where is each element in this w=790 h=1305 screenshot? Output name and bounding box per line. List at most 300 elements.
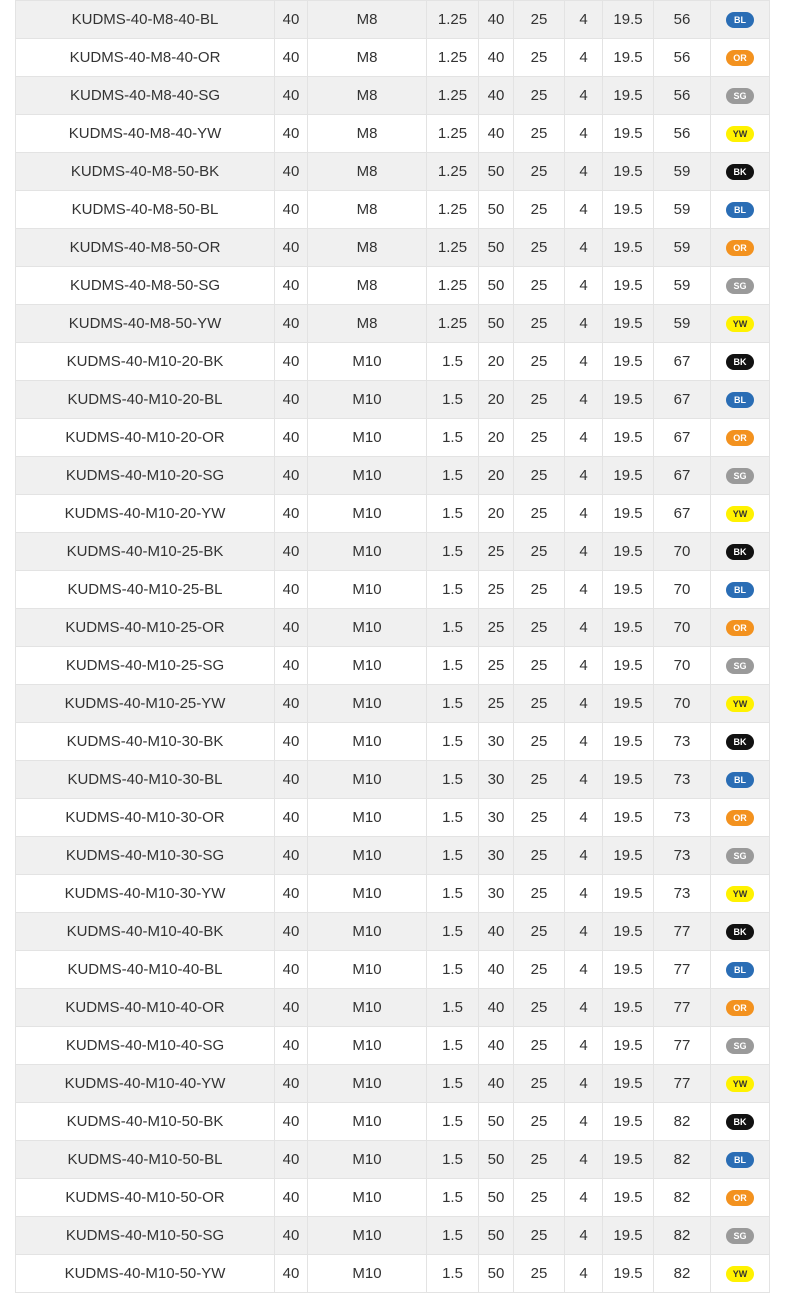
dimension-cell: 70 bbox=[654, 647, 711, 685]
length-cell: 25 bbox=[479, 647, 514, 685]
dimension-cell: 4 bbox=[565, 343, 603, 381]
table-row bbox=[16, 723, 770, 761]
table-row bbox=[16, 495, 770, 533]
length-cell: 25 bbox=[479, 571, 514, 609]
dimension-cell: 59 bbox=[654, 267, 711, 305]
dimension-cell: 59 bbox=[654, 191, 711, 229]
pitch-cell: 1.5 bbox=[427, 1255, 479, 1293]
table-row bbox=[16, 533, 770, 571]
dimension-cell: 25 bbox=[514, 609, 565, 647]
color-cell bbox=[711, 989, 770, 1027]
table-row bbox=[16, 1179, 770, 1217]
length-cell: 20 bbox=[479, 457, 514, 495]
part-number-cell: KUDMS-40-M8-40-BL bbox=[16, 1, 275, 39]
color-cell bbox=[711, 951, 770, 989]
dimension-cell: 19.5 bbox=[603, 305, 654, 343]
color-badge: SG bbox=[726, 88, 754, 104]
table-row bbox=[16, 39, 770, 77]
table-row bbox=[16, 1, 770, 39]
dimension-cell: 25 bbox=[514, 571, 565, 609]
thread-cell: M10 bbox=[308, 419, 427, 457]
dimension-cell: 19.5 bbox=[603, 419, 654, 457]
dimension-cell: 4 bbox=[565, 191, 603, 229]
pitch-cell: 1.25 bbox=[427, 267, 479, 305]
color-badge: SG bbox=[726, 1038, 754, 1054]
table-row bbox=[16, 875, 770, 913]
thread-cell: M10 bbox=[308, 685, 427, 723]
table-row bbox=[16, 1065, 770, 1103]
dimension-cell: 19.5 bbox=[603, 495, 654, 533]
dimension-cell: 67 bbox=[654, 495, 711, 533]
dimension-cell: 77 bbox=[654, 1065, 711, 1103]
color-badge: BK bbox=[726, 924, 754, 940]
thread-cell: M10 bbox=[308, 761, 427, 799]
dimension-cell: 19.5 bbox=[603, 723, 654, 761]
dimension-cell: 19.5 bbox=[603, 1027, 654, 1065]
color-badge: SG bbox=[726, 468, 754, 484]
color-cell bbox=[711, 153, 770, 191]
dimension-cell: 56 bbox=[654, 77, 711, 115]
dimension-cell: 70 bbox=[654, 533, 711, 571]
dimension-cell: 19.5 bbox=[603, 77, 654, 115]
color-badge: YW bbox=[726, 506, 754, 522]
dimension-cell: 19.5 bbox=[603, 267, 654, 305]
dimension-cell: 73 bbox=[654, 761, 711, 799]
pitch-cell: 1.5 bbox=[427, 647, 479, 685]
thread-cell: M10 bbox=[308, 609, 427, 647]
table-row bbox=[16, 419, 770, 457]
table-row bbox=[16, 267, 770, 305]
color-badge: OR bbox=[726, 810, 754, 826]
table-row bbox=[16, 837, 770, 875]
dimension-cell: 19.5 bbox=[603, 1141, 654, 1179]
pitch-cell: 1.5 bbox=[427, 1217, 479, 1255]
table-row bbox=[16, 609, 770, 647]
dimension-cell: 25 bbox=[514, 761, 565, 799]
part-number-cell: KUDMS-40-M10-30-YW bbox=[16, 875, 275, 913]
color-badge: OR bbox=[726, 240, 754, 256]
dimension-cell: 25 bbox=[514, 153, 565, 191]
color-badge: OR bbox=[726, 50, 754, 66]
dimension-cell: 70 bbox=[654, 609, 711, 647]
dimension-cell: 25 bbox=[514, 115, 565, 153]
table-row bbox=[16, 1217, 770, 1255]
pitch-cell: 1.5 bbox=[427, 951, 479, 989]
color-cell bbox=[711, 685, 770, 723]
pitch-cell: 1.5 bbox=[427, 799, 479, 837]
color-cell bbox=[711, 799, 770, 837]
pitch-cell: 1.5 bbox=[427, 761, 479, 799]
color-cell bbox=[711, 191, 770, 229]
dimension-cell: 25 bbox=[514, 1141, 565, 1179]
pitch-cell: 1.5 bbox=[427, 989, 479, 1027]
length-cell: 30 bbox=[479, 875, 514, 913]
color-badge: BL bbox=[726, 12, 754, 28]
dimension-cell: 4 bbox=[565, 1141, 603, 1179]
length-cell: 40 bbox=[479, 1027, 514, 1065]
size-cell: 40 bbox=[275, 761, 308, 799]
dimension-cell: 19.5 bbox=[603, 761, 654, 799]
size-cell: 40 bbox=[275, 1027, 308, 1065]
size-cell: 40 bbox=[275, 1103, 308, 1141]
part-number-cell: KUDMS-40-M10-40-OR bbox=[16, 989, 275, 1027]
color-badge: BL bbox=[726, 1152, 754, 1168]
product-spec-table-container bbox=[15, 0, 769, 1293]
length-cell: 40 bbox=[479, 77, 514, 115]
length-cell: 50 bbox=[479, 229, 514, 267]
pitch-cell: 1.25 bbox=[427, 191, 479, 229]
dimension-cell: 70 bbox=[654, 571, 711, 609]
dimension-cell: 82 bbox=[654, 1255, 711, 1293]
color-cell bbox=[711, 609, 770, 647]
length-cell: 25 bbox=[479, 685, 514, 723]
table-row bbox=[16, 685, 770, 723]
thread-cell: M10 bbox=[308, 457, 427, 495]
length-cell: 40 bbox=[479, 1, 514, 39]
size-cell: 40 bbox=[275, 77, 308, 115]
pitch-cell: 1.5 bbox=[427, 343, 479, 381]
length-cell: 50 bbox=[479, 1217, 514, 1255]
table-row bbox=[16, 381, 770, 419]
dimension-cell: 25 bbox=[514, 77, 565, 115]
part-number-cell: KUDMS-40-M10-40-BK bbox=[16, 913, 275, 951]
size-cell: 40 bbox=[275, 267, 308, 305]
table-row bbox=[16, 1141, 770, 1179]
color-badge: YW bbox=[726, 886, 754, 902]
length-cell: 25 bbox=[479, 609, 514, 647]
color-badge: YW bbox=[726, 126, 754, 142]
length-cell: 50 bbox=[479, 1179, 514, 1217]
pitch-cell: 1.5 bbox=[427, 837, 479, 875]
size-cell: 40 bbox=[275, 533, 308, 571]
color-badge: YW bbox=[726, 1266, 754, 1282]
size-cell: 40 bbox=[275, 609, 308, 647]
dimension-cell: 25 bbox=[514, 685, 565, 723]
table-row bbox=[16, 571, 770, 609]
dimension-cell: 4 bbox=[565, 685, 603, 723]
size-cell: 40 bbox=[275, 571, 308, 609]
size-cell: 40 bbox=[275, 495, 308, 533]
dimension-cell: 25 bbox=[514, 495, 565, 533]
dimension-cell: 19.5 bbox=[603, 191, 654, 229]
thread-cell: M10 bbox=[308, 381, 427, 419]
dimension-cell: 67 bbox=[654, 457, 711, 495]
color-cell bbox=[711, 1179, 770, 1217]
pitch-cell: 1.25 bbox=[427, 305, 479, 343]
length-cell: 30 bbox=[479, 837, 514, 875]
table-row bbox=[16, 1103, 770, 1141]
thread-cell: M10 bbox=[308, 1103, 427, 1141]
part-number-cell: KUDMS-40-M10-30-BL bbox=[16, 761, 275, 799]
size-cell: 40 bbox=[275, 1, 308, 39]
size-cell: 40 bbox=[275, 39, 308, 77]
table-row bbox=[16, 989, 770, 1027]
thread-cell: M10 bbox=[308, 343, 427, 381]
dimension-cell: 25 bbox=[514, 1179, 565, 1217]
pitch-cell: 1.5 bbox=[427, 1027, 479, 1065]
length-cell: 40 bbox=[479, 1065, 514, 1103]
table-row bbox=[16, 305, 770, 343]
dimension-cell: 25 bbox=[514, 1103, 565, 1141]
length-cell: 20 bbox=[479, 343, 514, 381]
pitch-cell: 1.5 bbox=[427, 381, 479, 419]
dimension-cell: 19.5 bbox=[603, 913, 654, 951]
dimension-cell: 19.5 bbox=[603, 153, 654, 191]
part-number-cell: KUDMS-40-M10-50-BL bbox=[16, 1141, 275, 1179]
size-cell: 40 bbox=[275, 913, 308, 951]
table-row bbox=[16, 647, 770, 685]
size-cell: 40 bbox=[275, 875, 308, 913]
size-cell: 40 bbox=[275, 723, 308, 761]
dimension-cell: 4 bbox=[565, 761, 603, 799]
length-cell: 50 bbox=[479, 1141, 514, 1179]
length-cell: 40 bbox=[479, 951, 514, 989]
thread-cell: M10 bbox=[308, 1065, 427, 1103]
dimension-cell: 4 bbox=[565, 1255, 603, 1293]
color-badge: SG bbox=[726, 278, 754, 294]
color-badge: OR bbox=[726, 1190, 754, 1206]
dimension-cell: 19.5 bbox=[603, 837, 654, 875]
dimension-cell: 19.5 bbox=[603, 799, 654, 837]
pitch-cell: 1.25 bbox=[427, 115, 479, 153]
color-badge: BK bbox=[726, 1114, 754, 1130]
dimension-cell: 25 bbox=[514, 457, 565, 495]
length-cell: 20 bbox=[479, 495, 514, 533]
dimension-cell: 77 bbox=[654, 951, 711, 989]
dimension-cell: 4 bbox=[565, 837, 603, 875]
length-cell: 50 bbox=[479, 305, 514, 343]
color-cell bbox=[711, 1065, 770, 1103]
dimension-cell: 19.5 bbox=[603, 457, 654, 495]
dimension-cell: 19.5 bbox=[603, 1255, 654, 1293]
dimension-cell: 4 bbox=[565, 77, 603, 115]
color-cell bbox=[711, 647, 770, 685]
thread-cell: M10 bbox=[308, 1179, 427, 1217]
size-cell: 40 bbox=[275, 647, 308, 685]
dimension-cell: 4 bbox=[565, 1027, 603, 1065]
part-number-cell: KUDMS-40-M10-25-YW bbox=[16, 685, 275, 723]
color-cell bbox=[711, 913, 770, 951]
thread-cell: M8 bbox=[308, 1, 427, 39]
part-number-cell: KUDMS-40-M10-50-SG bbox=[16, 1217, 275, 1255]
color-cell bbox=[711, 39, 770, 77]
color-cell bbox=[711, 495, 770, 533]
dimension-cell: 25 bbox=[514, 913, 565, 951]
color-badge: OR bbox=[726, 1000, 754, 1016]
color-cell bbox=[711, 77, 770, 115]
color-cell bbox=[711, 723, 770, 761]
color-cell bbox=[711, 267, 770, 305]
color-badge: BK bbox=[726, 354, 754, 370]
dimension-cell: 77 bbox=[654, 989, 711, 1027]
color-badge: BL bbox=[726, 962, 754, 978]
length-cell: 50 bbox=[479, 1103, 514, 1141]
thread-cell: M10 bbox=[308, 875, 427, 913]
pitch-cell: 1.5 bbox=[427, 571, 479, 609]
dimension-cell: 25 bbox=[514, 533, 565, 571]
part-number-cell: KUDMS-40-M10-40-BL bbox=[16, 951, 275, 989]
thread-cell: M10 bbox=[308, 837, 427, 875]
color-cell bbox=[711, 533, 770, 571]
part-number-cell: KUDMS-40-M10-50-YW bbox=[16, 1255, 275, 1293]
thread-cell: M10 bbox=[308, 799, 427, 837]
dimension-cell: 82 bbox=[654, 1103, 711, 1141]
dimension-cell: 25 bbox=[514, 305, 565, 343]
color-badge: BL bbox=[726, 392, 754, 408]
dimension-cell: 25 bbox=[514, 191, 565, 229]
table-row bbox=[16, 761, 770, 799]
part-number-cell: KUDMS-40-M10-25-BL bbox=[16, 571, 275, 609]
pitch-cell: 1.25 bbox=[427, 1, 479, 39]
dimension-cell: 25 bbox=[514, 1027, 565, 1065]
color-cell bbox=[711, 381, 770, 419]
color-cell bbox=[711, 761, 770, 799]
dimension-cell: 59 bbox=[654, 305, 711, 343]
color-badge: SG bbox=[726, 1228, 754, 1244]
part-number-cell: KUDMS-40-M10-40-YW bbox=[16, 1065, 275, 1103]
thread-cell: M10 bbox=[308, 1141, 427, 1179]
length-cell: 50 bbox=[479, 191, 514, 229]
size-cell: 40 bbox=[275, 799, 308, 837]
dimension-cell: 19.5 bbox=[603, 1, 654, 39]
table-row bbox=[16, 913, 770, 951]
dimension-cell: 59 bbox=[654, 229, 711, 267]
dimension-cell: 4 bbox=[565, 153, 603, 191]
dimension-cell: 25 bbox=[514, 723, 565, 761]
dimension-cell: 19.5 bbox=[603, 647, 654, 685]
part-number-cell: KUDMS-40-M8-50-YW bbox=[16, 305, 275, 343]
dimension-cell: 19.5 bbox=[603, 343, 654, 381]
thread-cell: M10 bbox=[308, 495, 427, 533]
color-cell bbox=[711, 571, 770, 609]
length-cell: 30 bbox=[479, 761, 514, 799]
table-row bbox=[16, 191, 770, 229]
thread-cell: M8 bbox=[308, 39, 427, 77]
length-cell: 40 bbox=[479, 39, 514, 77]
dimension-cell: 4 bbox=[565, 571, 603, 609]
dimension-cell: 25 bbox=[514, 799, 565, 837]
dimension-cell: 19.5 bbox=[603, 115, 654, 153]
dimension-cell: 67 bbox=[654, 343, 711, 381]
part-number-cell: KUDMS-40-M10-30-SG bbox=[16, 837, 275, 875]
size-cell: 40 bbox=[275, 1179, 308, 1217]
thread-cell: M10 bbox=[308, 533, 427, 571]
size-cell: 40 bbox=[275, 951, 308, 989]
dimension-cell: 4 bbox=[565, 989, 603, 1027]
dimension-cell: 25 bbox=[514, 39, 565, 77]
pitch-cell: 1.5 bbox=[427, 913, 479, 951]
length-cell: 40 bbox=[479, 989, 514, 1027]
dimension-cell: 4 bbox=[565, 267, 603, 305]
thread-cell: M10 bbox=[308, 1217, 427, 1255]
dimension-cell: 70 bbox=[654, 685, 711, 723]
dimension-cell: 73 bbox=[654, 875, 711, 913]
size-cell: 40 bbox=[275, 1255, 308, 1293]
dimension-cell: 73 bbox=[654, 723, 711, 761]
color-cell bbox=[711, 1141, 770, 1179]
pitch-cell: 1.5 bbox=[427, 1141, 479, 1179]
size-cell: 40 bbox=[275, 115, 308, 153]
pitch-cell: 1.5 bbox=[427, 609, 479, 647]
color-cell bbox=[711, 305, 770, 343]
dimension-cell: 4 bbox=[565, 495, 603, 533]
dimension-cell: 4 bbox=[565, 1179, 603, 1217]
color-badge: BK bbox=[726, 734, 754, 750]
dimension-cell: 4 bbox=[565, 381, 603, 419]
table-row bbox=[16, 799, 770, 837]
table-row bbox=[16, 77, 770, 115]
color-cell bbox=[711, 875, 770, 913]
thread-cell: M10 bbox=[308, 989, 427, 1027]
dimension-cell: 77 bbox=[654, 1027, 711, 1065]
color-badge: OR bbox=[726, 430, 754, 446]
color-badge: BL bbox=[726, 582, 754, 598]
length-cell: 25 bbox=[479, 533, 514, 571]
dimension-cell: 25 bbox=[514, 1, 565, 39]
color-cell bbox=[711, 229, 770, 267]
dimension-cell: 4 bbox=[565, 1103, 603, 1141]
dimension-cell: 25 bbox=[514, 875, 565, 913]
thread-cell: M10 bbox=[308, 1255, 427, 1293]
dimension-cell: 59 bbox=[654, 153, 711, 191]
size-cell: 40 bbox=[275, 457, 308, 495]
part-number-cell: KUDMS-40-M8-50-OR bbox=[16, 229, 275, 267]
color-badge: BL bbox=[726, 202, 754, 218]
dimension-cell: 25 bbox=[514, 1217, 565, 1255]
thread-cell: M10 bbox=[308, 1027, 427, 1065]
part-number-cell: KUDMS-40-M10-30-BK bbox=[16, 723, 275, 761]
part-number-cell: KUDMS-40-M10-20-YW bbox=[16, 495, 275, 533]
thread-cell: M8 bbox=[308, 191, 427, 229]
dimension-cell: 25 bbox=[514, 419, 565, 457]
pitch-cell: 1.5 bbox=[427, 495, 479, 533]
color-cell bbox=[711, 1217, 770, 1255]
dimension-cell: 4 bbox=[565, 419, 603, 457]
dimension-cell: 4 bbox=[565, 457, 603, 495]
pitch-cell: 1.5 bbox=[427, 1179, 479, 1217]
size-cell: 40 bbox=[275, 837, 308, 875]
table-row bbox=[16, 951, 770, 989]
dimension-cell: 4 bbox=[565, 913, 603, 951]
size-cell: 40 bbox=[275, 1141, 308, 1179]
color-badge: YW bbox=[726, 1076, 754, 1092]
dimension-cell: 4 bbox=[565, 723, 603, 761]
dimension-cell: 73 bbox=[654, 837, 711, 875]
dimension-cell: 19.5 bbox=[603, 685, 654, 723]
dimension-cell: 25 bbox=[514, 343, 565, 381]
dimension-cell: 4 bbox=[565, 1217, 603, 1255]
size-cell: 40 bbox=[275, 153, 308, 191]
pitch-cell: 1.5 bbox=[427, 1065, 479, 1103]
size-cell: 40 bbox=[275, 191, 308, 229]
color-cell bbox=[711, 1027, 770, 1065]
color-cell bbox=[711, 1255, 770, 1293]
color-badge: BK bbox=[726, 164, 754, 180]
dimension-cell: 4 bbox=[565, 799, 603, 837]
thread-cell: M10 bbox=[308, 951, 427, 989]
size-cell: 40 bbox=[275, 381, 308, 419]
size-cell: 40 bbox=[275, 989, 308, 1027]
dimension-cell: 25 bbox=[514, 229, 565, 267]
part-number-cell: KUDMS-40-M8-40-YW bbox=[16, 115, 275, 153]
length-cell: 50 bbox=[479, 1255, 514, 1293]
color-cell bbox=[711, 457, 770, 495]
thread-cell: M8 bbox=[308, 229, 427, 267]
dimension-cell: 19.5 bbox=[603, 875, 654, 913]
part-number-cell: KUDMS-40-M10-40-SG bbox=[16, 1027, 275, 1065]
table-row bbox=[16, 1027, 770, 1065]
part-number-cell: KUDMS-40-M8-50-BL bbox=[16, 191, 275, 229]
